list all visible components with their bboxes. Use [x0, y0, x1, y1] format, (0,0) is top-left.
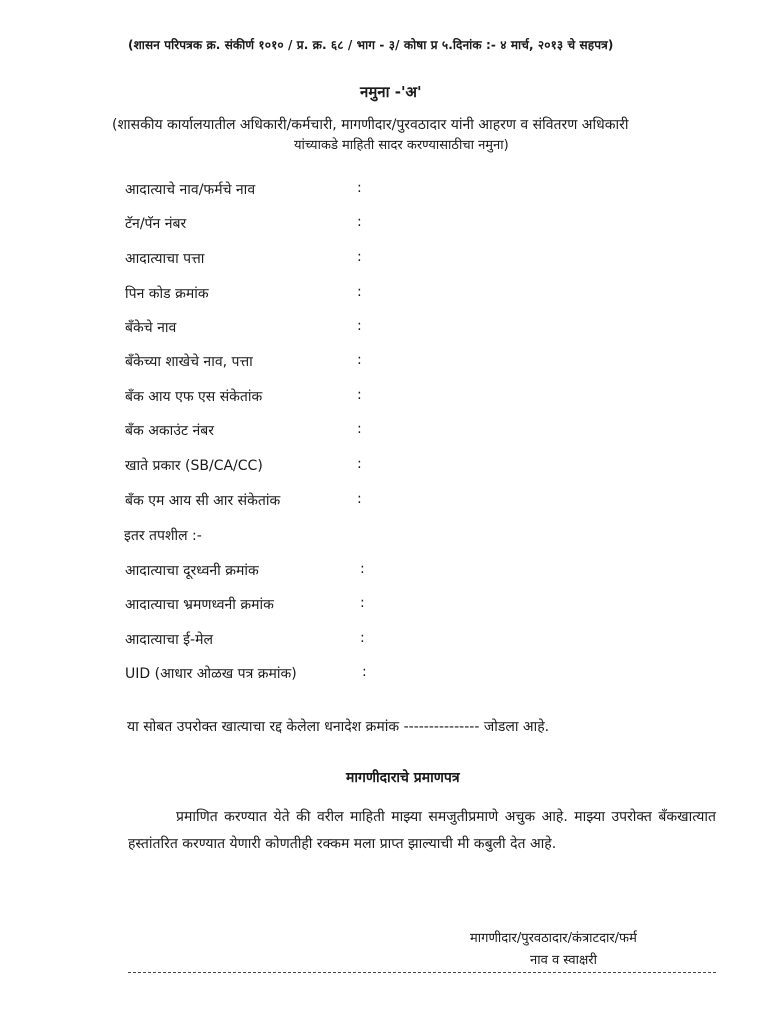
field-label-payee-name: आदात्याचे नाव/फर्मचे नाव [125, 182, 256, 198]
field-label-telephone: आदात्याचा दूरध्वनी क्रमांक [125, 563, 259, 579]
field-colon: : [357, 491, 362, 507]
field-label-email: आदात्याचा ई-मेल [125, 632, 213, 648]
field-colon: : [357, 249, 362, 265]
bottom-divider [128, 972, 716, 973]
cancelled-cheque-statement: या सोबत उपरोक्त खात्याचा रद्द केलेला धनादेश क्रमांक --------------- जोडला आहे. [127, 719, 550, 735]
field-colon: : [357, 456, 362, 472]
field-colon: : [357, 352, 362, 368]
field-label-ifsc: बँक आय एफ एस संकेतांक [125, 389, 263, 405]
form-title: नमुना -'अ' [360, 83, 422, 101]
field-label-account-number: बँक अकाउंट नंबर [125, 423, 214, 439]
field-label-pin-code: पिन कोड क्रमांक [125, 286, 209, 302]
field-colon: : [357, 318, 362, 334]
field-label-uid: UID (आधार ओळख पत्र क्रमांक) [125, 666, 297, 682]
certificate-paragraph: प्रमाणित करण्यात येते की वरील माहिती माझ्या समजुतीप्रमाणे अचुक आहे. माझ्या उपरोक्त बँकखात्यात हस्तांतरित करण्यात येणारी कोणतीही रक्कम मला प्राप्त झाल्याची मी कबुली देत आहे. [128, 809, 716, 852]
field-colon: : [360, 561, 365, 577]
signatory-name-sign: नाव व स्वाक्षरी [530, 953, 597, 968]
field-colon: : [360, 595, 365, 611]
signatory-role: मागणीदार/पुरवठादार/कंत्राटदार/फर्म [470, 931, 637, 946]
field-label-account-type: खाते प्रकार (SB/CA/CC) [125, 458, 263, 474]
field-colon: : [357, 284, 362, 300]
form-subtitle-line2: यांच्याकडे माहिती सादर करण्यासाठीचा नमुना) [294, 138, 509, 153]
field-label-address: आदात्याचा पत्ता [125, 251, 205, 267]
field-colon: : [357, 214, 362, 230]
field-label-mobile: आदात्याचा भ्रमणध्वनी क्रमांक [125, 597, 274, 613]
field-colon: : [357, 387, 362, 403]
field-colon: : [357, 180, 362, 196]
field-colon: : [357, 421, 362, 437]
form-subtitle-line1: (शासकीय कार्यालयातील अधिकारी/कर्मचारी, मागणीदार/पुरवठादार यांनी आहरण व संवितरण अधिकारी [112, 117, 629, 133]
field-colon: : [362, 664, 367, 680]
other-details-heading: इतर तपशील :- [124, 528, 202, 544]
field-label-tan-pan: टॅन/पॅन नंबर [125, 216, 187, 232]
certificate-heading: मागणीदाराचे प्रमाणपत्र [346, 770, 460, 786]
field-label-micr: बँक एम आय सी आर संकेतांक [125, 493, 281, 509]
field-colon: : [360, 630, 365, 646]
circular-reference: (शासन परिपत्रक क्र. संकीर्ण १०१० / प्र. क्र. ६८ / भाग - ३/ कोषा प्र ५.दिनांक :- ४ मार्च, २०१३ चे सहपत्र) [128, 38, 614, 52]
field-label-bank-name: बँकेचे नाव [125, 320, 177, 336]
field-label-branch: बँकेच्या शाखेचे नाव, पत्ता [125, 354, 253, 370]
